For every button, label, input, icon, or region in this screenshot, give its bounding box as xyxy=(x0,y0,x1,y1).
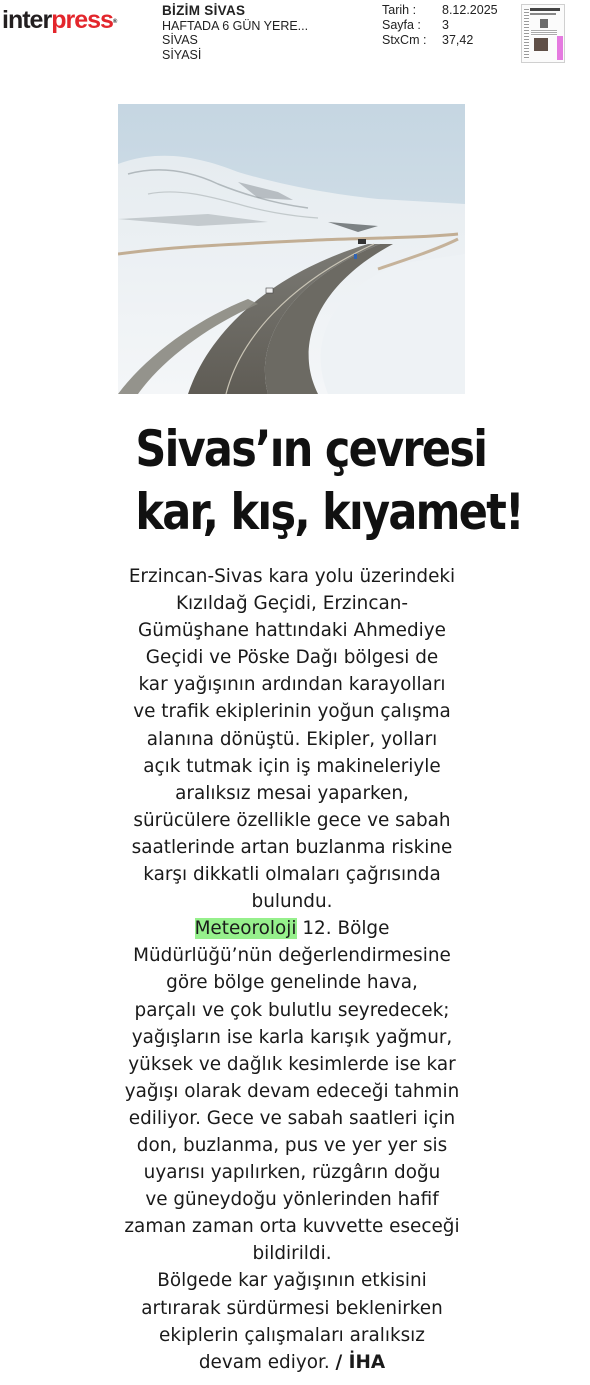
date-label: Tarih : xyxy=(382,3,417,17)
page-label: Sayfa : xyxy=(382,18,421,32)
body-line: sürücülere özellikle gece ve sabah xyxy=(133,809,451,831)
page-row xyxy=(382,18,498,33)
page-value: 3 xyxy=(442,18,449,32)
snowy-road-photo xyxy=(118,104,465,394)
page-thumbnail[interactable] xyxy=(521,4,565,63)
article-headline xyxy=(135,418,523,544)
body-line: yağışların ise karla karışık yağmur, xyxy=(131,1026,453,1048)
headline-line-2: kar, kış, kıyamet! xyxy=(135,483,523,541)
thumb-article-marker xyxy=(557,36,563,60)
thumb-photo-small xyxy=(540,19,548,28)
body-line: don, buzlanma, pus ve yer yer sis xyxy=(136,1134,448,1156)
body-line: saatlerinde artan buzlanma riskine xyxy=(131,836,453,858)
body-line: yağışı olarak devam edeceği tahmin xyxy=(124,1080,460,1102)
body-line: göre bölge genelinde hava, xyxy=(166,972,418,994)
highlight-line-rest: 12. Bölge xyxy=(296,918,390,940)
stxcm-row xyxy=(382,33,498,48)
thumb-text-block xyxy=(531,30,557,36)
body-line: bulundu. xyxy=(251,891,333,913)
body-line: zaman zaman orta kuvvette eseceği xyxy=(124,1216,460,1238)
stxcm-value: 37,42 xyxy=(442,33,474,47)
last-line-text: devam ediyor. xyxy=(198,1351,336,1373)
agency-signature: / İHA xyxy=(335,1351,386,1373)
stxcm-label: StxCm : xyxy=(382,33,427,47)
thumb-text-column xyxy=(524,9,529,59)
body-line: kar yağışının ardından karayolları xyxy=(138,674,446,696)
body-line: Geçidi ve Pöske Dağı bölgesi de xyxy=(145,647,439,669)
body-line: ve trafik ekiplerinin yoğun çalışma xyxy=(133,701,451,723)
body-line: artırarak sürdürmesi beklenirken xyxy=(141,1297,443,1319)
body-line: bildirildi. xyxy=(252,1243,332,1265)
thumb-headline xyxy=(530,8,560,11)
body-line: Müdürlüğü’nün değerlendirmesine xyxy=(133,945,451,967)
headline-line-1: Sivas’ın çevresi xyxy=(135,420,487,478)
publication-name: BİZİM SİVAS xyxy=(162,3,246,18)
body-line: Kızıldağ Geçidi, Erzincan- xyxy=(175,593,409,615)
body-line: Bölgede kar yağışının etkisini xyxy=(157,1270,427,1292)
body-line: uyarısı yapılırken, rüzgârın doğu xyxy=(143,1162,441,1184)
body-line: ve güneydoğu yönlerinden hafif xyxy=(145,1189,439,1211)
body-line: yüksek ve dağlık kesimlerde ise kar xyxy=(128,1053,456,1075)
date-row xyxy=(382,3,498,18)
body-line-last xyxy=(112,1349,472,1376)
logo-press-text: press xyxy=(51,6,113,34)
body-line: ekiplerin çalışmaları aralıksız xyxy=(159,1324,425,1346)
city-name: SİVAS xyxy=(162,33,198,47)
thumb-photo-large xyxy=(534,38,548,51)
section-name: SİYASİ xyxy=(162,47,202,62)
date-value: 8.12.2025 xyxy=(442,3,498,17)
body-line: alanına dönüştü. Ekipler, yolları xyxy=(146,728,438,750)
thumb-subhead xyxy=(530,13,556,15)
logo-registered-mark: ® xyxy=(112,19,117,25)
body-line: parçalı ve çok bulutlu seyredecek; xyxy=(134,999,450,1021)
body-line: Erzincan-Sivas kara yolu üzerindeki xyxy=(128,566,456,587)
clipping-meta xyxy=(162,4,308,62)
body-line: ediliyor. Gece ve sabah saatleri için xyxy=(128,1107,456,1129)
body-line: aralıksız mesai yaparken, xyxy=(175,782,409,804)
article-body xyxy=(112,563,472,1376)
interpress-logo xyxy=(2,6,116,34)
body-line: karşı dikkatli olmaları çağrısında xyxy=(143,864,441,886)
body-line-highlighted xyxy=(112,915,472,942)
highlighted-keyword: Meteoroloji xyxy=(194,918,297,940)
body-line: Gümüşhane hattındaki Ahmediye xyxy=(138,620,446,642)
body-line: açık tutmak için iş makineleriyle xyxy=(143,755,441,777)
story-title-short: HAFTADA 6 GÜN YERE... xyxy=(162,18,309,33)
logo-inter-text: inter xyxy=(2,6,52,34)
clipping-details xyxy=(382,3,498,48)
